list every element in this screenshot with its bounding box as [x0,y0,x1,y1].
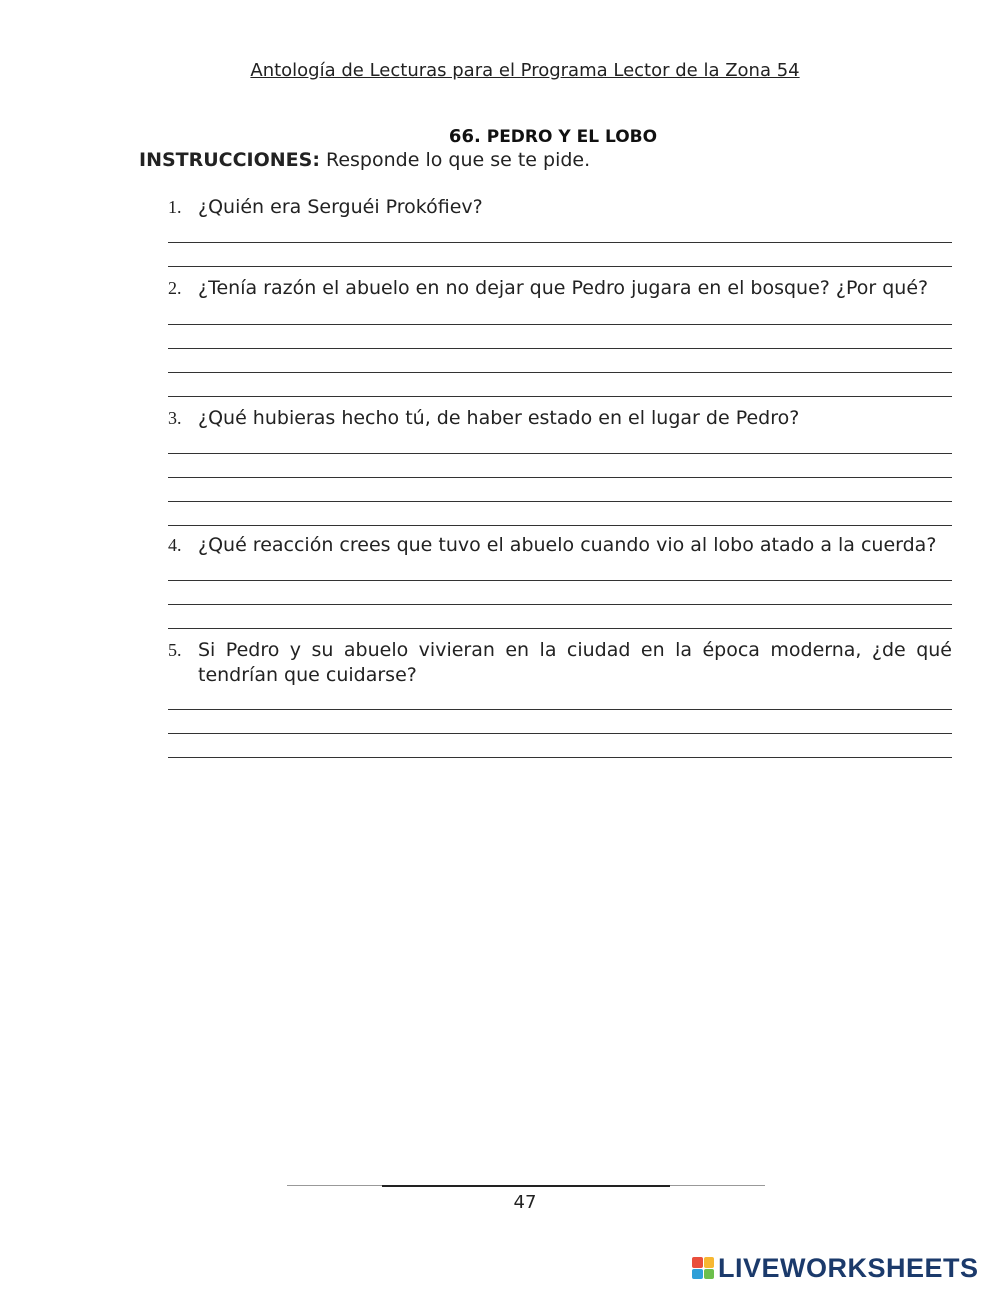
page-title [0,126,1000,147]
question-text: Si Pedro y su abuelo vivieran en la ciudad en la época moderna, ¿de qué tendrían que cuidarse? [198,639,952,686]
instructions-text: Responde lo que se te pide. [326,149,591,171]
page-number: 47 [513,1192,537,1213]
instructions [139,149,590,171]
logo-square-icon [692,1257,703,1268]
liveworksheets-logo [692,1253,979,1283]
answer-line-3-3[interactable] [168,501,952,502]
answer-line-5-2[interactable] [168,733,952,734]
answer-line-2-2[interactable] [168,348,952,349]
answer-line-4-2[interactable] [168,604,952,605]
answer-line-1-1[interactable] [168,242,952,243]
answer-line-5-3[interactable] [168,757,952,758]
logo-square-icon [692,1269,703,1280]
instructions-label: INSTRUCCIONES: [139,149,320,171]
liveworksheets-logo-icon [692,1257,714,1279]
question-number: 5. [168,640,182,660]
footer-rule-dark [382,1185,670,1187]
question-number: 4. [168,535,182,555]
answer-line-5-1[interactable] [168,709,952,710]
logo-square-icon [704,1257,715,1268]
logo-square-icon [704,1269,715,1280]
question-number: 3. [168,408,182,428]
answer-line-2-1[interactable] [168,324,952,325]
answer-line-3-4[interactable] [168,525,952,526]
question-text: ¿Qué hubieras hecho tú, de haber estado en el lugar de Pedro? [198,407,800,429]
answer-line-3-2[interactable] [168,477,952,478]
running-header: Antología de Lecturas para el Programa Lector de la Zona 54 [250,60,800,81]
title-text: PEDRO Y EL LOBO [486,127,658,147]
answer-line-4-3[interactable] [168,628,952,629]
answer-line-1-2[interactable] [168,266,952,267]
answer-line-3-1[interactable] [168,453,952,454]
question-text: ¿Qué reacción crees que tuvo el abuelo cuando vio al lobo atado a la cuerda? [198,534,937,556]
question-text: ¿Tenía razón el abuelo en no dejar que Pedro jugara en el bosque? ¿Por qué? [198,277,929,299]
answer-line-2-3[interactable] [168,372,952,373]
question-number: 1. [168,197,182,217]
answer-line-2-4[interactable] [168,396,952,397]
logo-text: LIVEWORKSHEETS [718,1252,979,1283]
answer-line-4-1[interactable] [168,580,952,581]
title-number: 66. [448,126,481,147]
question-number: 2. [168,278,182,298]
question-text: ¿Quién era Serguéi Prokófiev? [198,196,483,218]
